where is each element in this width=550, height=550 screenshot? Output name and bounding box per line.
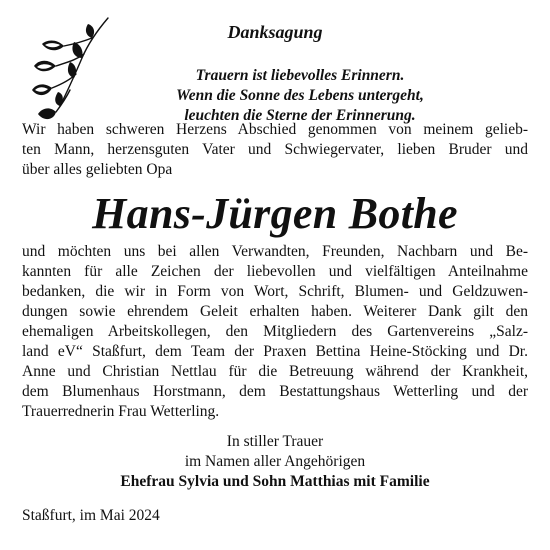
- text-line: Anne und Christian Nettlau für die Betreuung während der Krankheit,: [22, 363, 528, 380]
- place-date: Staßfurt, im Mai 2024: [22, 507, 160, 524]
- text-line: kannten für alle Zeichen der liebevollen und vielfältigen Anteilnahme: [22, 263, 528, 280]
- text-line: Trauerrednerin Frau Wetterling.: [22, 403, 220, 420]
- text-line: und möchten uns bei allen Verwandten, Freunden, Nachbarn und Be-: [22, 243, 528, 260]
- closing-block: [0, 432, 550, 492]
- family-signature: Ehefrau Sylvia und Sohn Matthias mit Familie: [120, 473, 430, 490]
- text-line: land eV“ Staßfurt, dem Team der Praxen Bettina Heine-Stöcking und Dr.: [22, 343, 528, 360]
- closing-line: im Namen aller Angehörigen: [184, 453, 366, 470]
- text-line: bedanken, die wir in Form von Wort, Schrift, Blumen- und Geldzuwen-: [22, 283, 528, 300]
- text-line: über alles geliebten Opa: [22, 161, 173, 178]
- text-line: dem Blumenhaus Horstmann, dem Bestattungshaus Wetterling und der: [22, 383, 528, 400]
- text-line: ten Mann, herzensguten Vater und Schwiegervater, lieben Bruder und: [22, 141, 528, 158]
- poem-line: Trauern ist liebevolles Erinnern.: [195, 67, 405, 84]
- notice-heading: Danksagung: [227, 22, 323, 42]
- text-line: dungen sowie ehrendem Geleit erhalten haben. Weiterer Dank gilt den: [22, 303, 528, 320]
- text-line: Wir haben schweren Herzens Abschied genommen von meinem gelieb-: [22, 121, 528, 138]
- closing-line: In stiller Trauer: [226, 433, 324, 450]
- text-line: ehemaligen Arbeitskollegen, den Mitgliedern des Gartenvereins „Salz-: [22, 323, 528, 340]
- poem-line: Wenn die Sonne des Lebens untergeht,: [176, 87, 424, 104]
- poem-line: leuchten die Sterne der Erinnerung.: [184, 107, 416, 124]
- intro-paragraph: [22, 120, 528, 180]
- deceased-name: Hans-Jürgen Bothe: [92, 189, 458, 238]
- thanks-paragraph: [22, 242, 528, 422]
- memorial-poem: [90, 66, 510, 126]
